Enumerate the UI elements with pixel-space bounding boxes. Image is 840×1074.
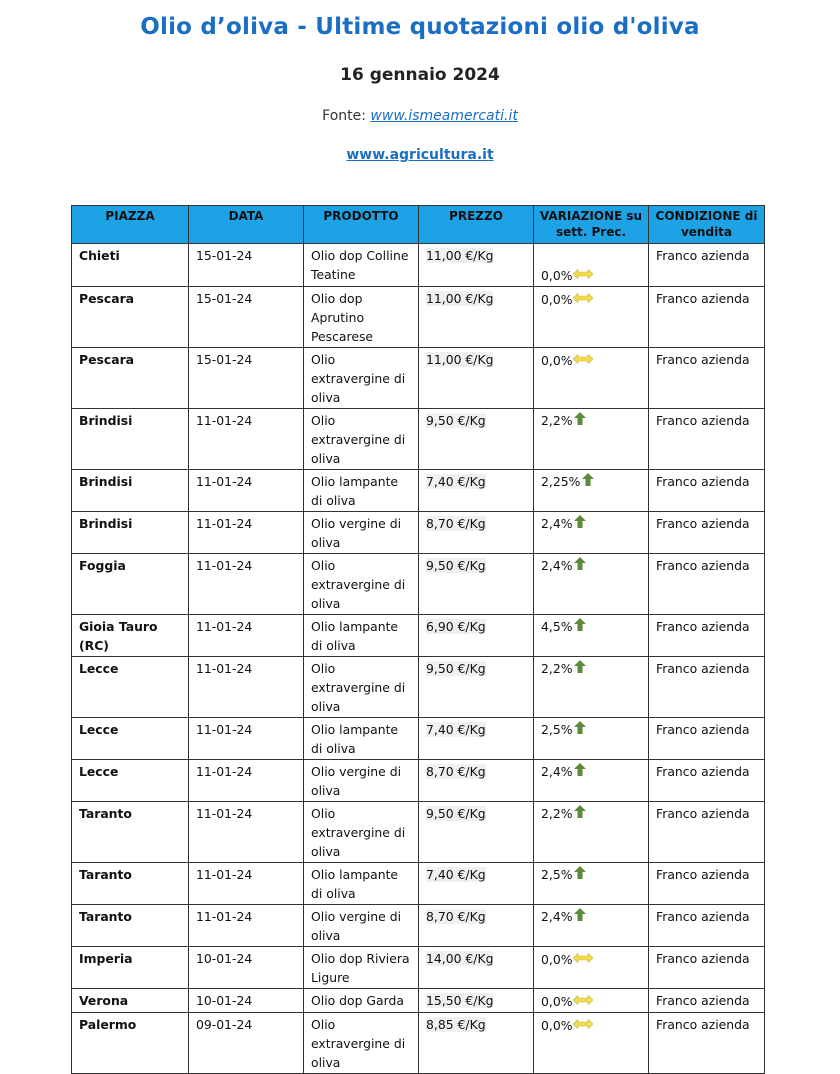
cell-condizione: Franco azienda [649, 657, 765, 718]
column-header-piazza: PIAZZA [72, 206, 189, 244]
table-row [72, 554, 765, 615]
cell-prezzo [419, 554, 534, 615]
cell-prodotto: Olio dop Colline Teatine [304, 244, 419, 287]
cell-prezzo [419, 348, 534, 409]
cell-data: 11-01-24 [189, 409, 304, 470]
price-value: 14,00 €/Kg [426, 951, 494, 966]
price-value: 8,70 €/Kg [426, 764, 486, 779]
cell-data: 11-01-24 [189, 802, 304, 863]
variation-value: 0,0% [541, 1018, 573, 1033]
price-value: 9,50 €/Kg [426, 413, 486, 428]
arrow-up-icon [574, 617, 586, 630]
variation-value: 0,0% [541, 952, 573, 967]
cell-data: 11-01-24 [189, 760, 304, 802]
variation-value: 2,2% [541, 413, 573, 428]
cell-data: 11-01-24 [189, 615, 304, 657]
cell-prezzo [419, 760, 534, 802]
cell-piazza: Taranto [72, 863, 189, 905]
cell-prodotto: Olio vergine di oliva [304, 760, 419, 802]
cell-prezzo [419, 947, 534, 989]
cell-condizione: Franco azienda [649, 244, 765, 287]
price-value: 7,40 €/Kg [426, 722, 486, 737]
cell-condizione: Franco azienda [649, 554, 765, 615]
cell-prezzo [419, 802, 534, 863]
variation-value: 0,0% [541, 292, 573, 307]
arrow-up-icon [574, 556, 586, 569]
cell-prezzo [419, 863, 534, 905]
cell-data: 09-01-24 [189, 1013, 304, 1074]
table-row [72, 718, 765, 760]
cell-prezzo [419, 287, 534, 348]
cell-piazza: Brindisi [72, 409, 189, 470]
cell-condizione: Franco azienda [649, 512, 765, 554]
arrow-up-icon [582, 472, 594, 485]
cell-prodotto: Olio extravergine di oliva [304, 802, 419, 863]
cell-prezzo [419, 905, 534, 947]
variation-value: 2,5% [541, 722, 573, 737]
double-arrow-horizontal-icon [573, 350, 593, 360]
price-value: 15,50 €/Kg [426, 993, 494, 1008]
cell-data: 11-01-24 [189, 657, 304, 718]
cell-data: 15-01-24 [189, 348, 304, 409]
cell-prodotto: Olio dop Garda [304, 989, 419, 1013]
price-value: 8,85 €/Kg [426, 1017, 486, 1032]
cell-variazione [534, 615, 649, 657]
cell-piazza: Palermo [72, 1013, 189, 1074]
variation-value: 2,25% [541, 474, 581, 489]
cell-data: 10-01-24 [189, 989, 304, 1013]
table-row [72, 1013, 765, 1074]
table-header-row [72, 206, 765, 244]
cell-condizione: Franco azienda [649, 989, 765, 1013]
table-row [72, 802, 765, 863]
cell-piazza: Imperia [72, 947, 189, 989]
cell-prodotto: Olio dop Riviera Ligure [304, 947, 419, 989]
cell-prezzo [419, 1013, 534, 1074]
cell-data: 11-01-24 [189, 863, 304, 905]
cell-data: 10-01-24 [189, 947, 304, 989]
column-header-prezzo: PREZZO [419, 206, 534, 244]
cell-variazione [534, 760, 649, 802]
cell-variazione [534, 905, 649, 947]
price-value: 9,50 €/Kg [426, 661, 486, 676]
cell-piazza: Brindisi [72, 470, 189, 512]
cell-piazza: Lecce [72, 718, 189, 760]
table-row [72, 287, 765, 348]
cell-prodotto: Olio dop Aprutino Pescarese [304, 287, 419, 348]
cell-data: 11-01-24 [189, 470, 304, 512]
cell-variazione [534, 512, 649, 554]
table-body [72, 244, 765, 1074]
cell-prodotto: Olio extravergine di oliva [304, 409, 419, 470]
price-value: 11,00 €/Kg [426, 248, 494, 263]
arrow-up-icon [574, 659, 586, 672]
price-value: 9,50 €/Kg [426, 806, 486, 821]
source-label: Fonte: [322, 108, 371, 124]
cell-prodotto: Olio lampante di oliva [304, 470, 419, 512]
variation-value: 2,5% [541, 867, 573, 882]
cell-prodotto: Olio vergine di oliva [304, 512, 419, 554]
double-arrow-horizontal-icon [573, 991, 593, 1001]
double-arrow-horizontal-icon [573, 265, 593, 275]
double-arrow-horizontal-icon [573, 949, 593, 959]
cell-condizione: Franco azienda [649, 947, 765, 989]
cell-prezzo [419, 615, 534, 657]
cell-data: 11-01-24 [189, 905, 304, 947]
price-value: 8,70 €/Kg [426, 516, 486, 531]
column-header-variazione: VARIAZIONE su sett. Prec. [534, 206, 649, 244]
cell-data: 11-01-24 [189, 554, 304, 615]
cell-condizione: Franco azienda [649, 718, 765, 760]
cell-prodotto: Olio extravergine di oliva [304, 348, 419, 409]
page-title: Olio d’oliva - Ultime quotazioni olio d'oliva [140, 14, 700, 40]
cell-prezzo [419, 470, 534, 512]
cell-variazione [534, 863, 649, 905]
cell-prodotto: Olio vergine di oliva [304, 905, 419, 947]
cell-prodotto: Olio lampante di oliva [304, 615, 419, 657]
table-row [72, 512, 765, 554]
cell-condizione: Franco azienda [649, 863, 765, 905]
table-row [72, 989, 765, 1013]
cell-variazione [534, 989, 649, 1013]
table-row [72, 863, 765, 905]
cell-prodotto: Olio extravergine di oliva [304, 657, 419, 718]
cell-variazione [534, 348, 649, 409]
cell-prezzo [419, 989, 534, 1013]
cell-prezzo [419, 657, 534, 718]
variation-value: 2,4% [541, 558, 573, 573]
cell-piazza: Lecce [72, 657, 189, 718]
cell-variazione [534, 1013, 649, 1074]
column-header-condizione: CONDIZIONE di vendita [649, 206, 765, 244]
table-row [72, 244, 765, 287]
table-row [72, 409, 765, 470]
variation-value: 2,2% [541, 806, 573, 821]
source-line [0, 108, 840, 124]
table-row [72, 905, 765, 947]
cell-prezzo [419, 409, 534, 470]
double-arrow-horizontal-icon [573, 289, 593, 299]
arrow-up-icon [574, 865, 586, 878]
cell-condizione: Franco azienda [649, 1013, 765, 1074]
price-value: 11,00 €/Kg [426, 352, 494, 367]
variation-value: 2,4% [541, 909, 573, 924]
cell-piazza: Foggia [72, 554, 189, 615]
cell-piazza: Taranto [72, 802, 189, 863]
cell-prezzo [419, 244, 534, 287]
cell-variazione [534, 470, 649, 512]
cell-variazione [534, 802, 649, 863]
variation-value: 0,0% [541, 994, 573, 1009]
arrow-up-icon [574, 762, 586, 775]
cell-piazza: Verona [72, 989, 189, 1013]
cell-prezzo [419, 718, 534, 760]
arrow-up-icon [574, 514, 586, 527]
cell-variazione [534, 244, 649, 287]
source-link[interactable]: www.ismeamercati.it [370, 108, 518, 124]
cell-prodotto: Olio lampante di oliva [304, 718, 419, 760]
cell-piazza: Chieti [72, 244, 189, 287]
cell-condizione: Franco azienda [649, 348, 765, 409]
cell-prodotto: Olio extravergine di oliva [304, 1013, 419, 1074]
price-value: 9,50 €/Kg [426, 558, 486, 573]
table-row [72, 348, 765, 409]
cell-condizione: Franco azienda [649, 760, 765, 802]
arrow-up-icon [574, 720, 586, 733]
cell-prezzo [419, 512, 534, 554]
column-header-data: DATA [189, 206, 304, 244]
price-table [71, 205, 765, 1074]
arrow-up-icon [574, 804, 586, 817]
cell-data: 15-01-24 [189, 287, 304, 348]
table-row [72, 615, 765, 657]
arrow-up-icon [574, 411, 586, 424]
arrow-up-icon [574, 907, 586, 920]
cell-piazza: Gioia Tauro (RC) [72, 615, 189, 657]
table-row [72, 947, 765, 989]
column-header-prodotto: PRODOTTO [304, 206, 419, 244]
price-value: 7,40 €/Kg [426, 474, 486, 489]
cell-condizione: Franco azienda [649, 470, 765, 512]
variation-value: 4,5% [541, 619, 573, 634]
cell-condizione: Franco azienda [649, 409, 765, 470]
cell-piazza: Pescara [72, 348, 189, 409]
cell-condizione: Franco azienda [649, 287, 765, 348]
variation-value: 2,2% [541, 661, 573, 676]
price-value: 8,70 €/Kg [426, 909, 486, 924]
report-date: 16 gennaio 2024 [340, 65, 500, 85]
cell-data: 11-01-24 [189, 718, 304, 760]
cell-data: 15-01-24 [189, 244, 304, 287]
variation-value: 2,4% [541, 516, 573, 531]
price-value: 11,00 €/Kg [426, 291, 494, 306]
cell-condizione: Franco azienda [649, 615, 765, 657]
table-row [72, 657, 765, 718]
site-link[interactable]: www.agricultura.it [346, 147, 494, 163]
cell-condizione: Franco azienda [649, 905, 765, 947]
variation-value: 0,0% [541, 268, 573, 283]
table-row [72, 470, 765, 512]
cell-prodotto: Olio lampante di oliva [304, 863, 419, 905]
cell-data: 11-01-24 [189, 512, 304, 554]
cell-prodotto: Olio extravergine di oliva [304, 554, 419, 615]
table-row [72, 760, 765, 802]
cell-piazza: Brindisi [72, 512, 189, 554]
variation-value: 2,4% [541, 764, 573, 779]
price-value: 6,90 €/Kg [426, 619, 486, 634]
cell-variazione [534, 718, 649, 760]
cell-variazione [534, 947, 649, 989]
cell-piazza: Pescara [72, 287, 189, 348]
cell-variazione [534, 287, 649, 348]
cell-variazione [534, 657, 649, 718]
cell-condizione: Franco azienda [649, 802, 765, 863]
cell-variazione [534, 409, 649, 470]
cell-piazza: Lecce [72, 760, 189, 802]
cell-piazza: Taranto [72, 905, 189, 947]
cell-variazione [534, 554, 649, 615]
price-value: 7,40 €/Kg [426, 867, 486, 882]
variation-value: 0,0% [541, 353, 573, 368]
